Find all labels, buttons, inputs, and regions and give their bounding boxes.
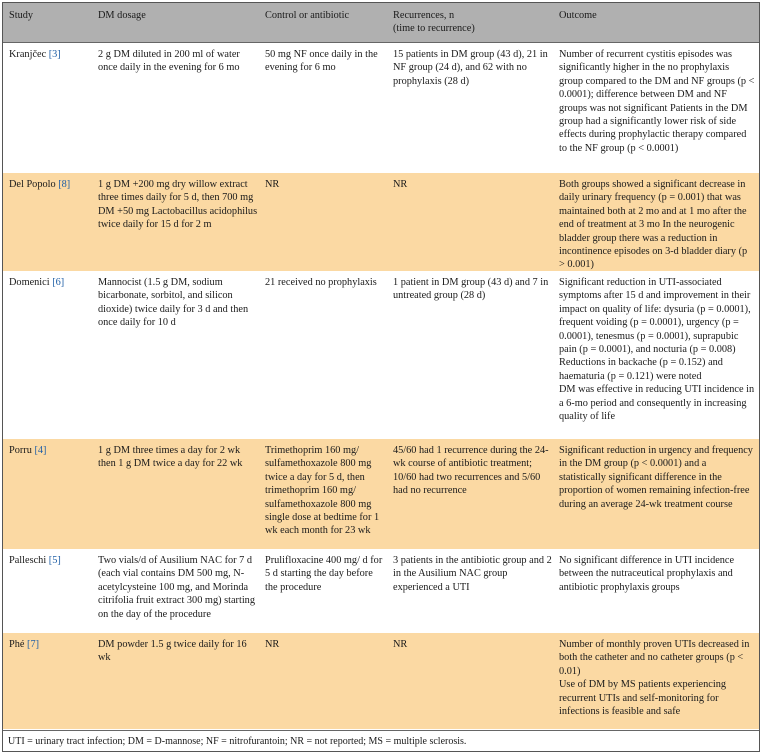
dosage-cell: Mannocist (1.5 g DM, sodium bicarbonate, sorbitol, and silicon dioxide) twice daily for 3 d and then once daily for 10 d	[98, 277, 249, 329]
recurrences-cell: NR	[393, 179, 408, 190]
reference-link[interactable]: [3]	[48, 49, 61, 60]
footnote	[3, 732, 759, 751]
study-cell	[9, 554, 95, 567]
dosage-cell: Two vials/d of Ausilium NAC for 7 d (each vial contains DM 500 mg, N-acetylcysteine 100 mg, and Morinda citrifolia fruit extract 300 mg) starting on the day of the procedure	[98, 555, 255, 620]
outcome-paragraph: Use of DM by MS patients experiencing recurrent UTIs and self-monitoring for infections is feasible and safe	[559, 679, 727, 718]
recurrences-cell: NR	[393, 639, 408, 650]
outcome-paragraph: DM was effective in reducing UTI incidence in a 6-mo period and consequently in increasing quality of life	[559, 384, 755, 423]
outcome-paragraph: Reductions in backache (p = 0.152) and haematuria (p = 0.121) were noted	[559, 357, 723, 382]
recurrences-cell: 15 patients in DM group (43 d), 21 in NF group (24 d), and 62 with no prophylaxis (28 d)	[393, 49, 548, 87]
header-control: Control or antibiotic	[265, 10, 350, 21]
table-row	[3, 173, 759, 271]
dosage-cell: 2 g DM diluted in 200 ml of water once daily in the evening for 6 mo	[98, 49, 240, 74]
reference-link[interactable]: [5]	[48, 555, 61, 566]
recurrences-cell: 1 patient in DM group (43 d) and 7 in untreated group (28 d)	[393, 277, 549, 302]
outcome-paragraph: Number of monthly proven UTIs decreased in both the catheter and no catheter groups (p < 0.01)	[559, 639, 750, 677]
study-name: Del Popolo	[9, 179, 56, 190]
control-cell: NR	[265, 639, 280, 650]
recurrences-cell: 45/60 had 1 recurrence during the 24-wk course of antibiotic treatment; 10/60 had two recurrences and 5/60 had no recurrence	[393, 445, 549, 497]
study-name: Phé	[9, 639, 25, 650]
study-cell	[9, 638, 95, 651]
reference-link[interactable]: [4]	[34, 445, 47, 456]
header-recurrences	[393, 9, 557, 36]
table-row	[3, 549, 759, 633]
header-study: Study	[9, 10, 34, 21]
table-row	[3, 43, 759, 173]
outcome-cell: Both groups showed a significant decrease in daily urinary frequency (p = 0.001) that was maintained both at 2 mo and at 1 mo after the end of treatment at 3 mo In the neurogenic bladder group there was a reduction in incontinence episodes on 3-d bladder diary (p > 0.001)	[559, 179, 748, 271]
dosage-cell: 1 g DM +200 mg dry willow extract three times daily for 5 d, then 700 mg DM +50 mg Lactobacillus acidophilus twice daily for 15 d for 2 m	[98, 179, 258, 231]
study-table	[2, 2, 760, 752]
recurrences-cell: 3 patients in the antibiotic group and 2 in the Ausilium NAC group experienced a UTI	[393, 555, 552, 593]
outcome-cell: Number of recurrent cystitis episodes was significantly higher in the no prophylaxis group compared to the DM and NF groups (p < 0.0001); difference between DM and NF groups was not significant Patients in the DM group had a significantly lower risk of side effects during prophylactic therapy compared to the NF group (p < 0.0001)	[559, 49, 755, 154]
study-cell	[9, 444, 95, 457]
study-name: Palleschi	[9, 555, 47, 566]
control-cell: NR	[265, 179, 280, 190]
table-row	[3, 271, 759, 439]
control-cell: 21 received no prophylaxis	[265, 277, 377, 288]
outcome-cell: No significant difference in UTI incidence between the nutraceutical prophylaxis and antibiotic prophylaxis groups	[559, 555, 735, 593]
header-outcome: Outcome	[559, 10, 597, 21]
outcome-cell: Significant reduction in urgency and frequency in the DM group (p < 0.0001) and a statistically significant difference in the proportion of women remaining infection-free during an average 24-wk treatment course	[559, 445, 753, 510]
footnote-text: UTI = urinary tract infection; DM = D-mannose; NF = nitrofurantoin; NR = not reported; MS = multiple sclerosis.	[8, 736, 467, 747]
outcome-paragraph: Significant reduction in UTI-associated symptoms after 15 d and improvement in their impact on quality of life: dysuria (p = 0.0001), frequent voiding (p = 0.0001), urgency (p = 0.0001), tenesmus (p = 0.0001), suprapubic pain (p = 0.0001), and nocturia (p = 0.008)	[559, 277, 751, 356]
study-cell	[9, 178, 95, 191]
study-cell	[9, 48, 95, 61]
reference-link[interactable]: [6]	[52, 277, 65, 288]
table-header	[3, 3, 759, 42]
outcome-cell	[559, 276, 755, 423]
header-recurrences-line2: (time to recurrence)	[393, 23, 475, 35]
header-recurrences-line1: Recurrences, n	[393, 10, 455, 21]
footnote-divider	[3, 730, 759, 731]
study-name: Domenici	[9, 277, 50, 288]
control-cell: Trimethoprim 160 mg/ sulfamethoxazole 800 mg twice a day for 5 d, then trimethoprim 160 mg/ sulfamethoxazole 800 mg single dose at bedtime for 1 wk each month for 23 wk	[265, 445, 380, 537]
study-name: Kranjčec	[9, 49, 47, 60]
header-dm-dosage: DM dosage	[98, 10, 146, 21]
outcome-cell	[559, 638, 755, 718]
dosage-cell: DM powder 1.5 g twice daily for 16 wk	[98, 639, 247, 664]
control-cell: Prulifloxacine 400 mg/ d for 5 d starting the day before the procedure	[265, 555, 383, 593]
dosage-cell: 1 g DM three times a day for 2 wk then 1 g DM twice a day for 22 wk	[98, 445, 243, 470]
reference-link[interactable]: [7]	[27, 639, 40, 650]
reference-link[interactable]: [8]	[58, 179, 71, 190]
study-name: Porru	[9, 445, 32, 456]
table-row	[3, 439, 759, 549]
study-cell	[9, 276, 95, 289]
control-cell: 50 mg NF once daily in the evening for 6 mo	[265, 49, 378, 74]
table-row	[3, 633, 759, 729]
